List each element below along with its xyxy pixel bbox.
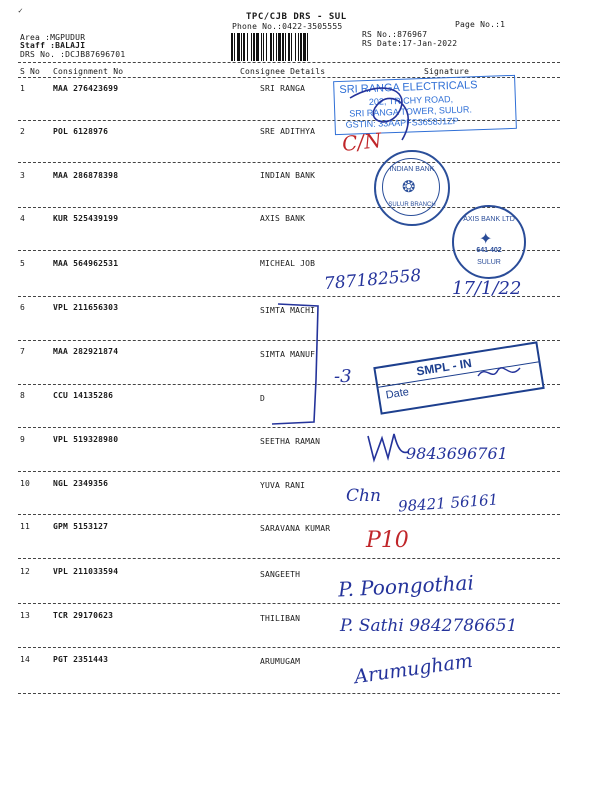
row-divider [18,558,560,559]
row-sno: 1 [20,84,26,93]
row-consignment: MAA 286878398 [53,171,119,180]
row-sno: 8 [20,391,26,400]
row-consignment: GPM 5153127 [53,522,109,531]
stamp-text: SULUR BRANCH [388,202,436,208]
row-sno: 7 [20,347,26,356]
row-consignment: VPL 211656303 [53,303,119,312]
stamp-text: INDIAN BANK [389,166,435,173]
stamp-line: 202, TRICHY ROAD, [368,94,454,107]
phone-number: Phone No.:0422-3505555 [232,22,343,31]
row-sno: 11 [20,522,31,531]
row-divider [18,693,560,694]
handwritten-row8-mark: -3 [334,366,352,387]
column-header-consignee: Consignee Details [240,67,326,76]
handwritten-row12-signature: P. Poongothai [337,570,475,602]
row-divider [18,603,560,604]
row-consignment: CCU 14135286 [53,391,114,400]
rs-number: RS No.:876967 [362,30,428,39]
row-sno: 6 [20,303,26,312]
stamp-text: 641 402 [476,247,502,254]
barcode-icon [230,33,352,61]
handwritten-row5-date: 17/1/22 [452,278,522,299]
row-consignee: SRE ADITHYA [260,127,316,136]
row-consignment: MAA 564962531 [53,259,119,268]
row-consignee: SIMTA MACHI [260,306,316,315]
row-sno: 14 [20,655,31,664]
handwritten-row9-phone: 9843696761 [406,444,508,463]
stamp-date-label: Date [384,386,410,402]
row-consignment: NGL 2349356 [53,479,109,488]
row-consignee: SIMTA MANUF [260,350,316,359]
row-consignment: VPL 211033594 [53,567,119,576]
stamp-text: AXIS BANK LTD [463,216,515,223]
row-divider [18,514,560,515]
stamp-line: GSTIN: 33AAPFS3658J1ZP [345,115,459,130]
row-sno: 12 [20,567,31,576]
handwritten-row11-signature: P10 [366,528,409,553]
row-sno: 13 [20,611,31,620]
row-consignee: SARAVANA KUMAR [260,524,331,533]
row-sno: 4 [20,214,26,223]
row-divider [18,647,560,648]
row-consignee: SANGEETH [260,570,301,579]
bank-logo-icon: ✦ [479,231,493,248]
indian-bank-stamp [374,150,450,226]
row-consignee: SRI RANGA [260,84,306,93]
bank-logo-icon: ❂ [402,179,416,196]
signature-row7-initials [476,362,522,384]
page-number: Page No.:1 [455,20,506,29]
row-sno: 9 [20,435,26,444]
row-consignment: TCR 29170623 [53,611,114,620]
row-consignee: THILIBAN [260,614,301,623]
staff-label: Staff :BALAJI [20,41,86,50]
row-consignee: INDIAN BANK [260,171,316,180]
handwritten-row5-phone: 787182558 [323,265,423,295]
stamp-line: SRI RANGA ELECTRICALS [339,79,478,96]
column-header-consignment: Consignment No [53,67,124,76]
column-header-signature: Signature [424,67,470,76]
row-consignee: YUVA RANI [260,481,306,490]
drs-number: DRS No. :DCJB87696701 [20,50,126,59]
handwritten-row10-phone: 98421 56161 [397,490,499,516]
stamp-line: SRI RANGA TOWER, SULUR. [349,104,473,119]
row-consignee: D [260,394,266,403]
handwritten-row13-signature: P. Sathi 9842786651 [340,616,518,636]
row-consignment: POL 6128976 [53,127,109,136]
row-consignment: KUR 525439199 [53,214,119,223]
area-label: Area :MGPUDUR [20,33,86,42]
header-divider [18,62,560,63]
row-sno: 2 [20,127,26,136]
row-consignee: AXIS BANK [260,214,306,223]
row-sno: 10 [20,479,31,488]
row-consignment: MAA 276423699 [53,84,119,93]
axis-bank-stamp [452,205,526,279]
stamp-title: SMPL - IN [415,355,473,379]
row-sno: 3 [20,171,26,180]
row-consignment: VPL 519328980 [53,435,119,444]
row-consignee: SEETHA RAMAN [260,437,321,446]
row-consignee: ARUMUGAM [260,657,301,666]
row-sno: 5 [20,259,26,268]
handwritten-row14-signature: Arumugham [353,649,474,689]
stamp-text: SULUR [477,259,501,266]
document-title: TPC/CJB DRS - SUL [246,12,347,22]
row-consignee: MICHEAL JOB [260,259,316,268]
handwritten-cin: C/N [340,127,383,157]
row-consignment: PGT 2351443 [53,655,109,664]
row-divider [18,471,560,472]
corner-mark: ✓ [18,6,23,15]
row-divider [18,162,560,163]
rs-date: RS Date:17-Jan-2022 [362,39,458,48]
row-consignment: MAA 282921874 [53,347,119,356]
column-header-sno: S No [20,67,41,76]
signature-row9 [364,430,410,466]
handwritten-row10-signature: Chn [346,486,381,506]
